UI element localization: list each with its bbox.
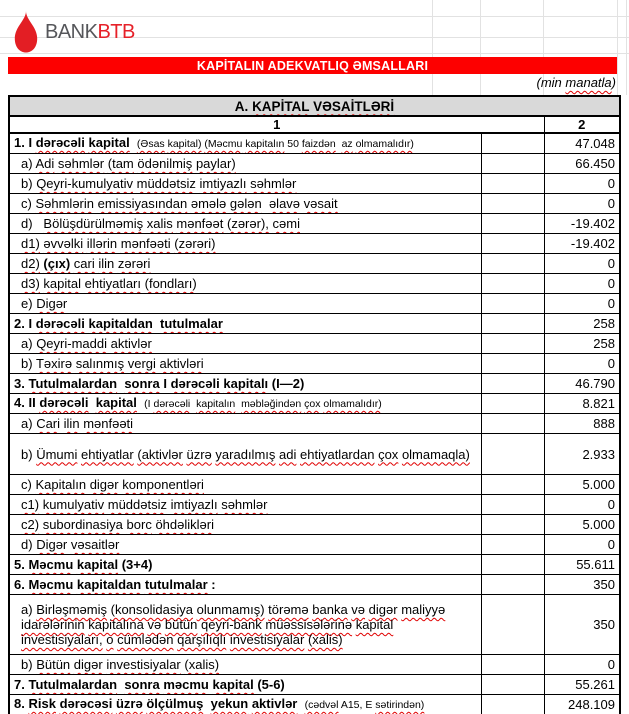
row-prefix: 7. [14,677,25,692]
word: ilin [98,256,115,271]
word: (konsolidasiya [110,602,193,617]
word: əlavə [268,196,301,211]
row-label [9,655,481,675]
row-prefix: d) [21,537,33,552]
spacer-cell [481,234,544,254]
word: kapital) [167,138,202,150]
row-value: 2.933 [544,434,620,475]
row-value: 66.450 [544,154,620,174]
table-row [9,314,620,334]
word: vəsaitlər [70,537,120,552]
word: törəmə [268,602,309,617]
row-bold-inline [43,256,70,271]
row-value: 5.000 [544,515,620,535]
row-label [9,254,481,274]
flame-icon [12,10,40,54]
table-row [9,655,620,675]
row-prefix: d) [21,216,33,231]
row-label [9,194,481,214]
word: çox [378,446,399,462]
row-value: 55.261 [544,675,620,695]
row-prefix: e) [21,296,33,311]
row-label [9,294,481,314]
row-value: 248.109 [544,695,620,714]
table-row [9,475,620,495]
word: kapitalına [88,617,144,632]
row-value: 350 [544,575,620,595]
row-prefix: 1. [14,135,25,150]
table-row [9,394,620,414]
row-value: 55.611 [544,555,620,575]
word: vergi [127,356,156,371]
unit-note-post: ) [611,75,616,90]
word: olmamalıdır) [355,138,414,150]
row-value: 350 [544,595,620,655]
row-label [9,535,481,555]
word: I [28,135,33,150]
word: (tam [107,156,134,171]
table-row [9,214,620,234]
word: tutulmalar [144,577,208,592]
row-label [9,354,481,374]
spacer-cell [481,675,544,695]
table-row [9,495,620,515]
word: mənfəət [176,216,224,231]
word: kapital [43,276,81,291]
word: aktivlər [251,696,298,711]
word: olmamaqla) [401,446,470,462]
spacer-cell [481,655,544,675]
word: imtiyazlı [199,176,247,191]
word: borc [126,517,152,532]
spacer-cell [481,214,544,234]
word: idarələrinin [21,617,85,632]
word: müddətsiz [107,497,167,512]
word: Məcmu [28,557,74,572]
word: Bütün [36,657,71,672]
word: və [351,602,366,617]
word: I [28,316,33,331]
word: emissiyasından [97,196,188,211]
row-label [9,274,481,294]
logo-btb-word: BTB [97,20,135,43]
row-value: 47.048 [544,133,620,154]
word: sonra [124,376,160,391]
row-value: 0 [544,254,620,274]
word: (I—2) [271,376,305,391]
word: dərəcəli [153,398,191,410]
table-row [9,515,620,535]
word: qeyri-bank [201,617,262,632]
word: sətirindən) [375,699,425,711]
word: kapital [95,395,137,410]
word: sonra [124,677,160,692]
word: bütün [164,617,198,632]
word: əvvəlki [43,236,84,251]
word: E [365,699,373,711]
row-value: 0 [544,655,620,675]
section-word: VƏSAİTLƏRİ [313,98,395,114]
word: səhmlər [221,497,268,512]
word: kumulyativ [42,497,105,512]
spacer-cell [481,334,544,354]
word: üzrə [186,446,212,462]
word: tutulmalar [160,316,223,331]
word: dərəcəli [35,316,85,331]
word: faizdən [301,138,336,150]
logo-text [45,21,135,44]
row-value: 0 [544,294,620,314]
word: ölçülmuş [146,696,204,711]
word: I [163,376,167,391]
table-row [9,535,620,555]
word: kapital [88,135,130,150]
word: (aktivlər [137,446,183,462]
word: kapital [76,557,119,572]
row-label [9,314,481,334]
word: (cədvəl [304,699,339,711]
capital-table [8,95,621,714]
table-row [9,675,620,695]
word: kapital [355,617,394,632]
row-value: 0 [544,495,620,515]
row-prefix: c1) [21,497,40,512]
unit-note-word: manatla [565,75,612,90]
spacer-cell [481,475,544,495]
table-row [9,555,620,575]
word: dərəcəsi [59,696,113,711]
row-prefix: c2) [21,517,40,532]
row-note [305,699,425,711]
word: cümlədən [117,632,174,647]
row-value: 888 [544,414,620,434]
word: məbləğindən [241,398,302,410]
row-prefix: 5. [14,557,25,572]
spacer-cell [481,495,544,515]
word: müəssisələrinə [265,617,353,632]
word: ödənilmiş [137,156,193,171]
row-prefix: 2. [14,316,25,331]
table-row [9,575,620,595]
word: mənfəəti [120,236,171,251]
word: aktivlər [110,336,152,351]
word: investisiyalar [106,657,181,672]
word: müddətsiz [136,176,196,191]
row-value: 0 [544,535,620,555]
word: kapitaldan [76,577,142,592]
word: aktivləri [159,356,204,371]
word: cari [73,256,95,271]
row-label [9,133,481,154]
table-row [9,274,620,294]
spacer-cell [481,394,544,414]
word: (xalis) [307,632,343,647]
row-prefix: 3. [14,376,25,391]
row-label [9,475,481,495]
row-prefix: a) [21,602,33,617]
table-row [9,234,620,254]
table-row [9,695,620,714]
word: II [28,395,36,410]
row-label [9,515,481,535]
table-row [9,174,620,194]
row-value: 8.821 [544,394,620,414]
row-label [9,555,481,575]
row-value: 0 [544,274,620,294]
word: cəmi [272,216,300,231]
word: səhmlər [250,176,297,191]
unit-note [537,75,616,90]
gridline [432,0,433,95]
spacer-cell [481,414,544,434]
word: kapitalın [196,398,236,410]
row-label [9,174,481,194]
word: (zərər), [227,216,269,231]
row-value: 5.000 [544,475,620,495]
table-row [9,154,620,174]
row-label [9,434,481,475]
word: : [211,577,216,592]
table-row [9,294,620,314]
word: Təxirə [35,356,73,371]
row-label [9,154,481,174]
spacer-cell [481,133,544,154]
word: az [341,138,353,150]
row-value: 0 [544,194,620,214]
word: salınmış [75,356,125,371]
word: çox [304,398,321,410]
row-prefix: b) [21,446,33,462]
word: paylar) [195,156,236,171]
word: mənfəəti [83,416,134,431]
table-row [9,334,620,354]
word: ehtiyatlardan [300,446,375,462]
spacer-cell [481,535,544,555]
spacer-cell [481,274,544,294]
row-prefix: c) [21,477,32,492]
word: Məcmu [28,577,74,592]
word: zərəri [117,256,151,271]
column-number-row [9,116,620,133]
gridline [617,0,618,95]
row-label [9,695,481,714]
gridline [480,0,481,95]
word: banka [312,602,348,617]
logo-bank-word: BANK [45,20,98,43]
row-label [9,414,481,434]
row-prefix: 4. [14,395,25,410]
spacer-cell [481,515,544,535]
word: (Məcmu [204,138,243,150]
word: Qeyri-maddi [36,336,107,351]
spacer-cell [481,294,544,314]
word: Cari [36,416,61,431]
word: o [106,632,114,647]
spacer-cell [481,314,544,334]
word: səhmlər [57,156,105,171]
unit-note-pre: (min [536,75,566,90]
column-header-1: 1 [9,116,544,133]
word: dərəcəli [35,135,85,150]
word: subordinasiya [42,517,123,532]
table-row [9,254,620,274]
table-row [9,595,620,655]
word: Tutulmalardan [28,376,118,391]
word: kapitalın [245,138,285,150]
word: (Əsas [136,138,165,150]
row-value: 0 [544,174,620,194]
word: imtiyazlı [170,497,218,512]
row-prefix: a) [21,416,33,431]
row-label [9,234,481,254]
row-label [9,334,481,354]
word: Səhmlərin [35,196,94,211]
word: investisiyaları, [21,632,103,647]
spacer-cell [481,154,544,174]
row-value: 258 [544,334,620,354]
column-header-2: 2 [544,116,620,133]
word: adi [279,446,297,462]
word: Digər [36,296,68,311]
word: Ümumi [36,446,78,462]
row-label [9,374,481,394]
spacer-cell [481,555,544,575]
row-note [144,398,382,410]
word: yaradılmış [215,446,276,462]
row-label [9,675,481,695]
word: digər [368,602,398,617]
row-prefix: 8. [14,696,25,711]
word: kapitaldan [88,316,153,331]
row-prefix: b) [21,176,33,191]
section-prefix: A. [234,98,249,114]
row-value: 0 [544,354,620,374]
spacer-cell [481,434,544,475]
word: əmələ [190,196,227,211]
row-prefix: a) [21,336,33,351]
word: (3+4) [121,557,153,572]
word: dərəcəli [170,376,220,391]
row-value: -19.402 [544,214,620,234]
row-label [9,495,481,515]
word: olmamalıdır) [323,398,382,410]
word: Qeyri-kumulyativ [36,176,133,191]
word: (fondları) [144,276,197,291]
table-body [9,133,620,714]
word: Birləşməmiş [36,602,107,617]
row-prefix: d2) [21,256,40,271]
row-label [9,214,481,234]
word: vəsait [303,196,338,211]
spacer-cell [481,595,544,655]
bank-logo [12,9,135,55]
word: üzrə [115,696,143,711]
row-prefix: d1) [21,236,40,251]
row-value: 258 [544,314,620,334]
word: və [147,617,162,632]
spacer-cell [481,575,544,595]
word: ilin [63,416,80,431]
word: A15, [340,699,363,711]
row-prefix: a) [21,156,33,171]
table-row [9,133,620,154]
word: Kapitalın [35,477,87,492]
word: öhdəlikləri [155,517,214,532]
word: Bölüşdürülməmiş [43,216,144,231]
row-label [9,595,481,655]
word: (I [144,398,151,410]
word: digər [73,657,103,672]
row-value: -19.402 [544,234,620,254]
row-label [9,394,481,414]
spacer-cell [481,374,544,394]
word: (xalis) [184,657,220,672]
table-row [9,414,620,434]
word: (çıx) [43,256,71,271]
row-prefix: b) [21,657,33,672]
word: Tutulmalardan [28,677,118,692]
word: (5-6) [257,677,285,692]
row-prefix: 6. [14,577,25,592]
word: Digər [36,537,68,552]
section-word: KAPİTAL [252,98,310,114]
word: illərin [86,236,118,251]
table-row [9,194,620,214]
row-value: 46.790 [544,374,620,394]
spacer-cell [481,254,544,274]
gridline [626,0,627,95]
section-header-row [9,96,620,116]
row-label [9,575,481,595]
word: (zərəri) [174,236,216,251]
spacer-cell [481,174,544,194]
table-row [9,434,620,475]
section-header [9,96,620,116]
word: Risk [28,696,56,711]
table-row [9,374,620,394]
word: dərəcəli [39,395,89,410]
row-prefix: d3) [21,276,40,291]
word: ehtiyatlar [80,446,134,462]
spacer-cell [481,695,544,714]
row-note [137,138,414,150]
word: qarşılıqlı [177,632,227,647]
word: Adi [35,156,55,171]
word: investisiyalar [229,632,305,647]
word: xalis [146,216,173,231]
word: ehtiyatları [84,276,141,291]
spacer-cell [481,354,544,374]
word: 50 [287,138,299,150]
word: kapitalı [223,376,269,391]
word: maliyyə [401,602,446,617]
report-title-banner: KAPİTALIN ADEKVATLIQ ƏMSALLARI [8,57,617,74]
word: məcmu [163,677,209,692]
row-prefix: c) [21,196,32,211]
word: olunmamış) [196,602,265,617]
word: komponentləri [122,477,204,492]
spacer-cell [481,194,544,214]
word: yekun [210,696,249,711]
word: gələn [229,196,262,211]
word: kapital [212,677,254,692]
row-prefix: b) [21,356,33,371]
word: digər [89,477,119,492]
table-row [9,354,620,374]
